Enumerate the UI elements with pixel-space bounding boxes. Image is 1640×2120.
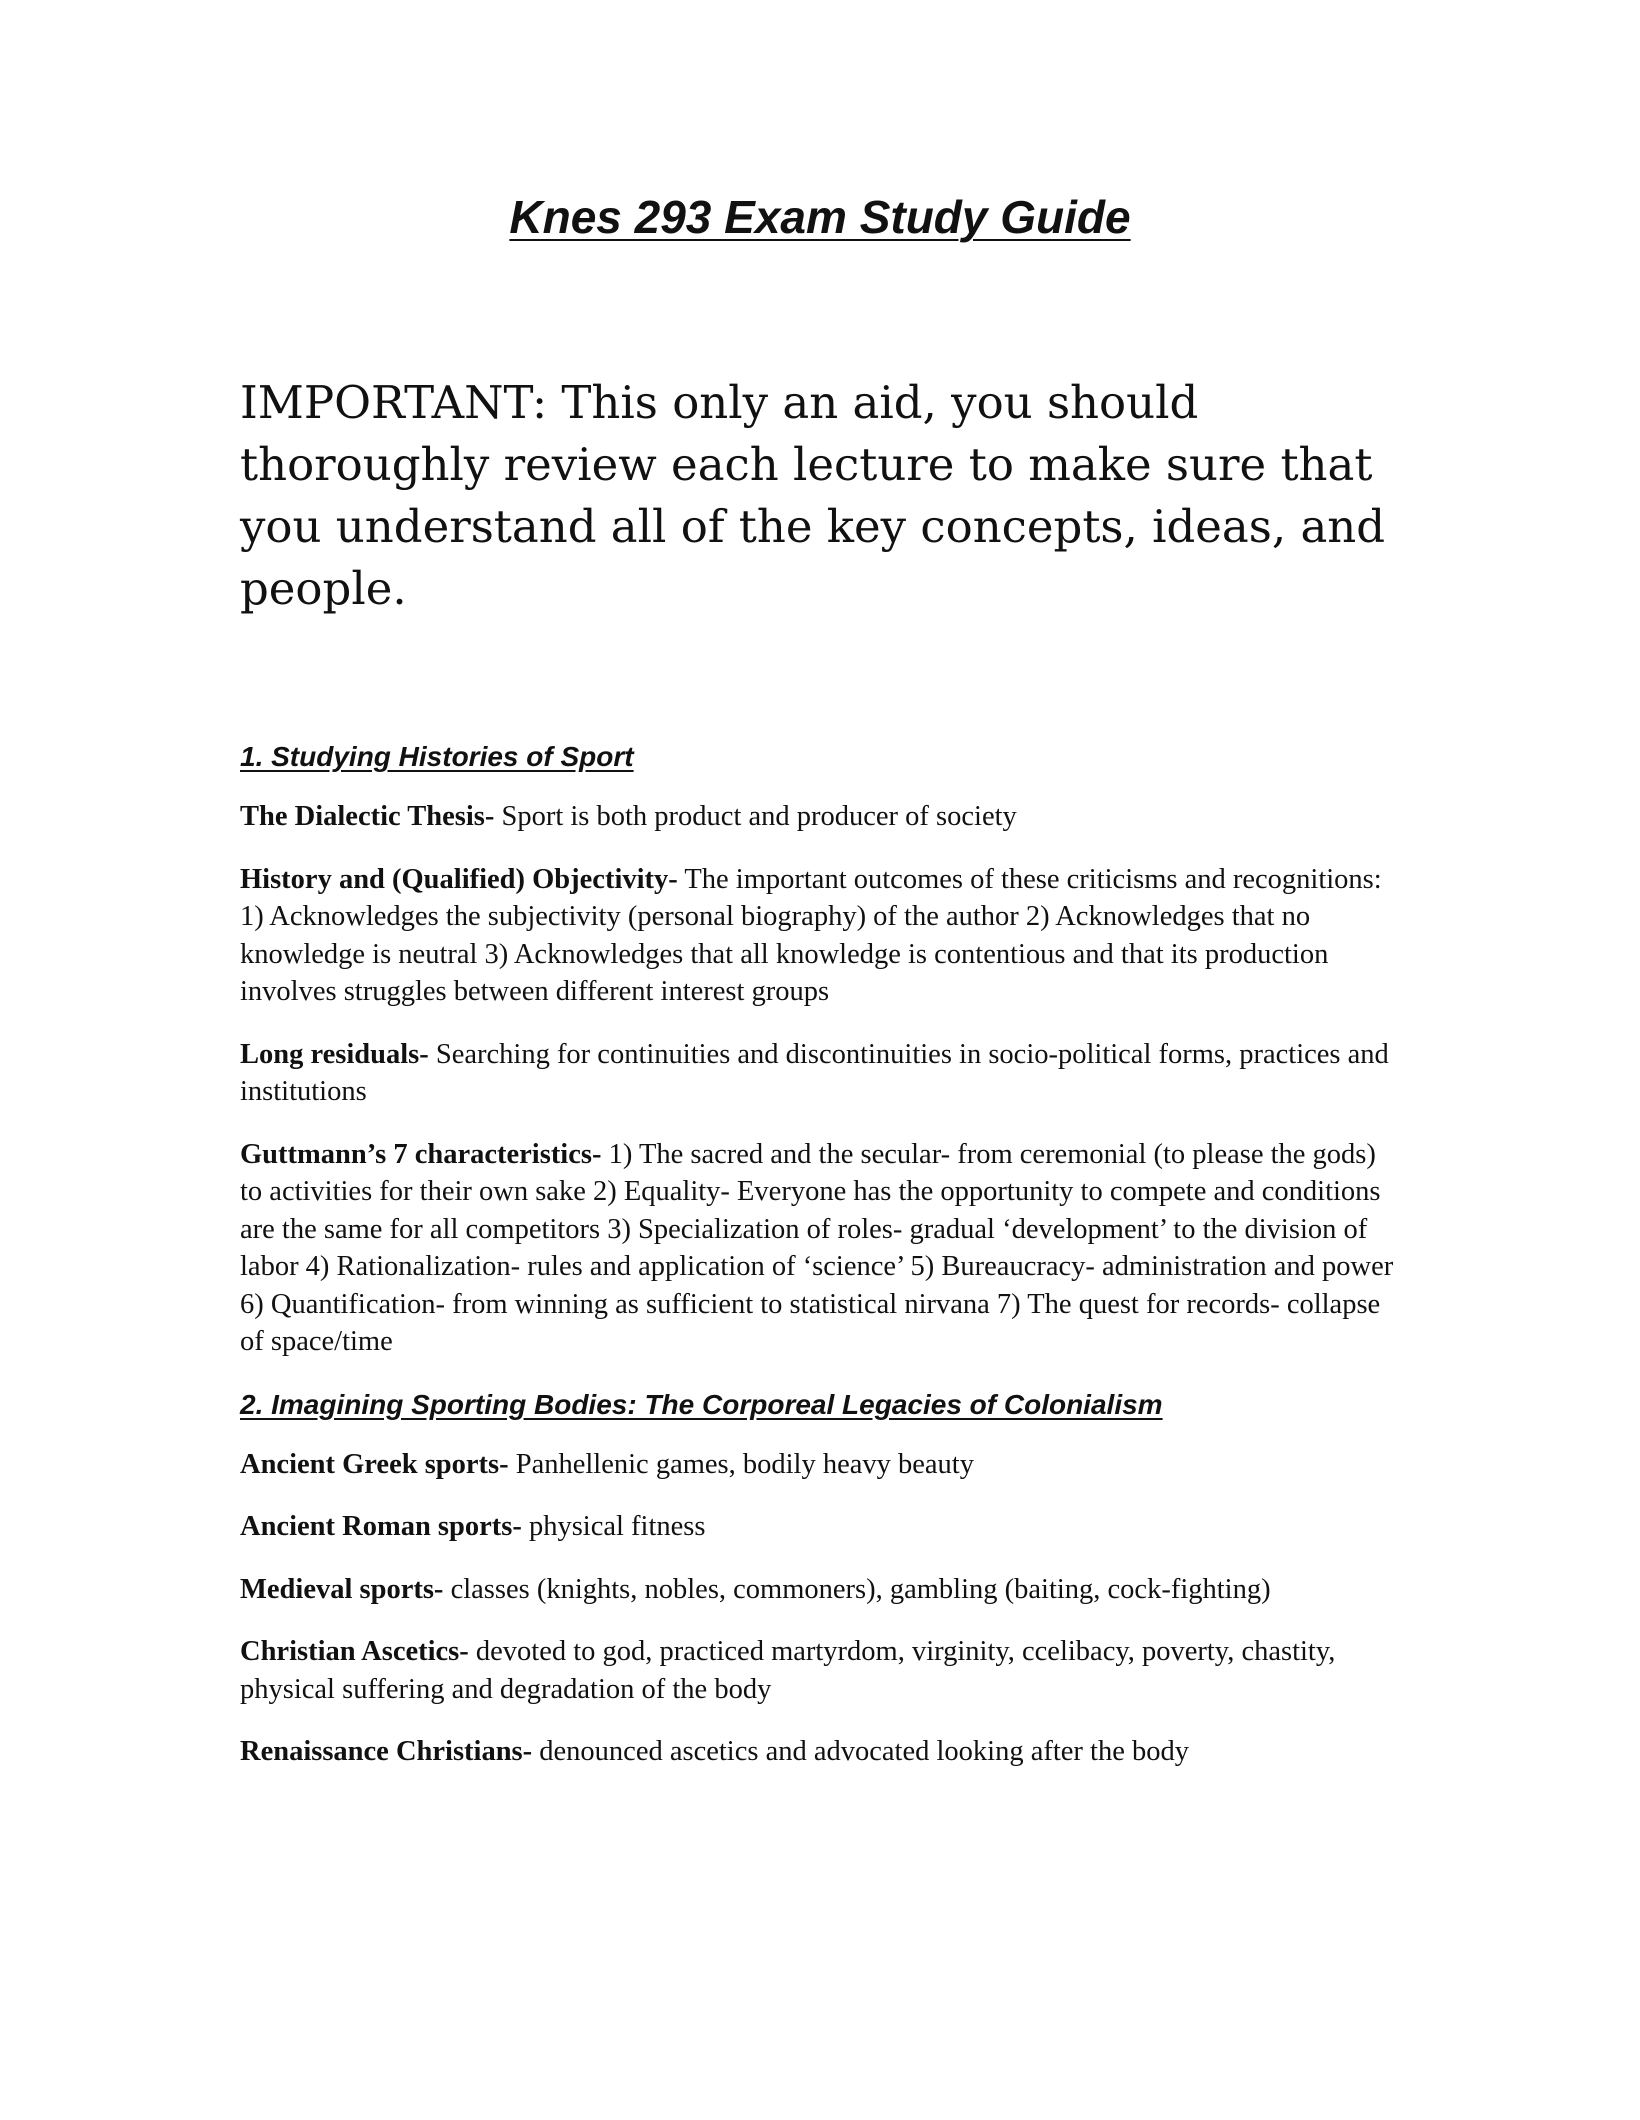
entry-term: Guttmann’s 7 characteristics- xyxy=(240,1138,602,1170)
entry-definition: devoted to god, practiced martyrdom, virginity, ccelibacy, poverty, chastity, physical suffering and degradation of the body xyxy=(240,1636,1336,1705)
entry-term: History and (Qualified) Objectivity- xyxy=(240,863,678,895)
section-heading: 2. Imagining Sporting Bodies: The Corporeal Legacies of Colonialism xyxy=(240,1388,1163,1420)
document-title: Knes 293 Exam Study Guide xyxy=(509,191,1131,243)
entry-medieval-sports xyxy=(240,1571,1400,1609)
entry-long-residuals xyxy=(240,1036,1400,1111)
entry-definition: Panhellenic games, bodily heavy beauty xyxy=(508,1448,974,1480)
entry-ancient-roman-sports xyxy=(240,1508,1400,1546)
entry-definition: denounced ascetics and advocated looking after the body xyxy=(532,1736,1189,1767)
document-body xyxy=(240,738,1400,1796)
entry-definition: Searching for continuities and discontinuities in socio-political forms, practices and institutions xyxy=(240,1038,1389,1107)
entry-ancient-greek-sports xyxy=(240,1446,1400,1484)
entry-definition: physical fitness xyxy=(521,1511,706,1542)
entry-term: Ancient Roman sports- xyxy=(240,1511,522,1542)
entry-definition: Sport is both product and producer of society xyxy=(494,801,1017,832)
entry-dialectic-thesis xyxy=(240,798,1400,836)
entry-history-objectivity xyxy=(240,861,1400,1011)
entry-definition: 1) The sacred and the secular- from ceremonial (to please the gods) to activities for their own sake 2) Equality- Everyone has the opportunity to compete and conditions are the same for all competitors 3) Specialization of roles- gradual ‘development’ to the division of labor 4) Rationalization- rules and application of ‘science’ 5) Bureaucracy- administration and power 6) Quantification- from winning as sufficient to statistical nirvana 7) The quest for records- collapse of space/time xyxy=(240,1138,1394,1357)
important-note: IMPORTANT: This only an aid, you should thoroughly review each lecture to make sure that you understand all of the key concepts, ideas, and people. xyxy=(240,376,1386,615)
entry-renaissance-christians xyxy=(240,1733,1400,1771)
entry-term: Ancient Greek sports- xyxy=(240,1448,509,1480)
entry-term: Renaissance Christians- xyxy=(240,1736,533,1767)
entry-christian-ascetics xyxy=(240,1633,1400,1708)
entry-term: Long residuals- xyxy=(240,1038,429,1070)
section-studying-histories xyxy=(240,738,1400,1361)
section-heading: 1. Studying Histories of Sport xyxy=(240,741,634,772)
entry-term: Medieval sports- xyxy=(240,1573,444,1605)
entry-term: Christian Ascetics- xyxy=(240,1636,469,1667)
entry-definition: classes (knights, nobles, commoners), gambling (baiting, cock-fighting) xyxy=(443,1573,1271,1605)
entry-definition: The important outcomes of these criticisms and recognitions: 1) Acknowledges the subjectivity (personal biography) of the author 2) Acknowledges that no knowledge is neutral 3) Acknowledges that all knowledge is contentious and that its production involves struggles between different interest groups xyxy=(240,863,1382,1007)
entry-term: The Dialectic Thesis- xyxy=(240,801,495,832)
entry-guttmann-characteristics xyxy=(240,1136,1400,1361)
section-imagining-sporting-bodies xyxy=(240,1386,1400,1771)
